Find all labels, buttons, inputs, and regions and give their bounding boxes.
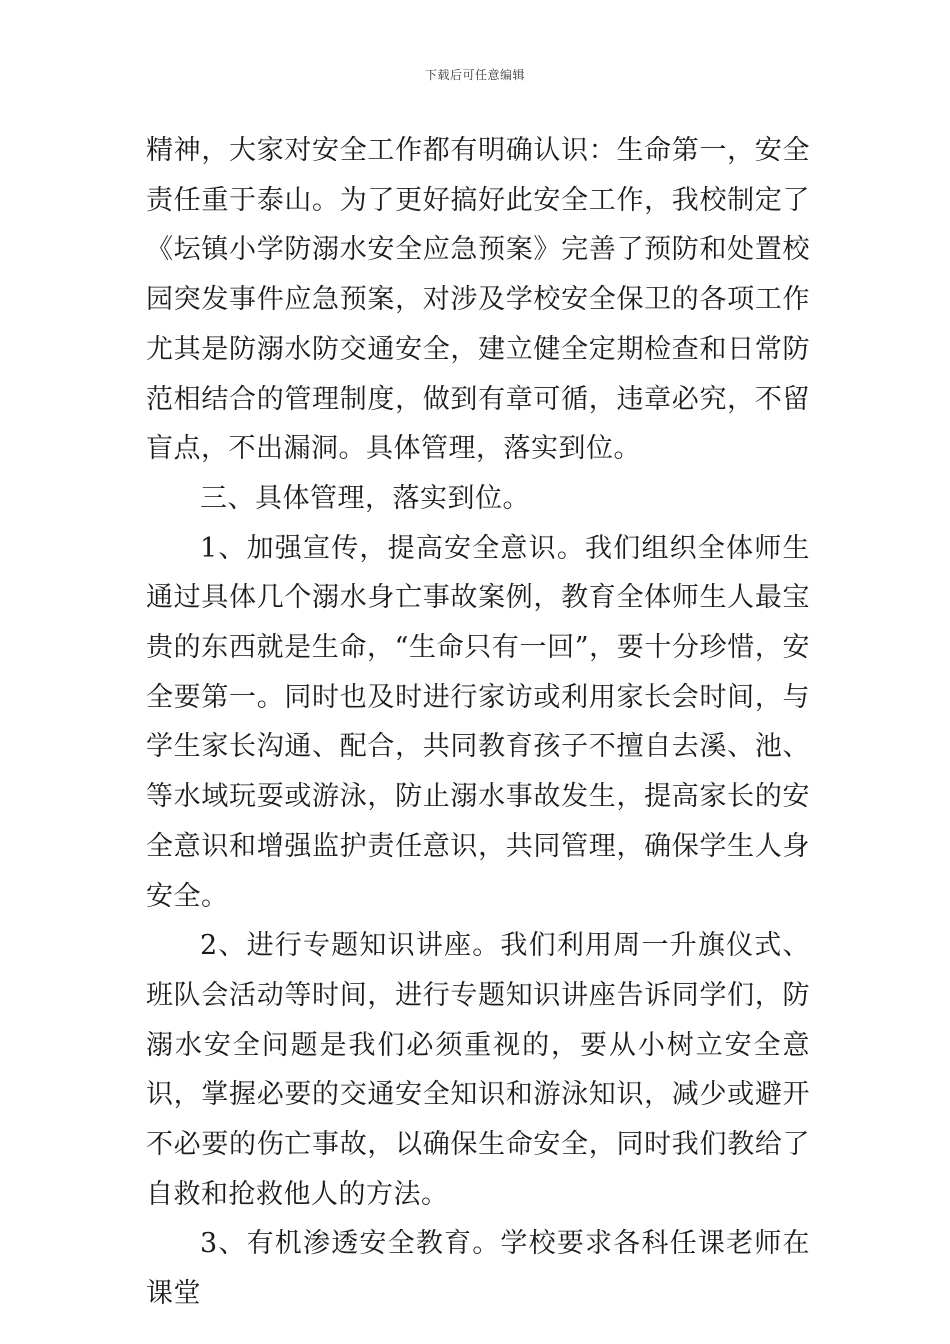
paragraph-item-3: 3、有机渗透安全教育。学校要求各科任课老师在课堂 [146,1228,810,1310]
page-header: 下载后可任意编辑 [424,68,525,82]
paragraph-item-2: 2、进行专题知识讲座。我们利用周一升旗仪式、班队会活动等时间，进行专题知识讲座告诉同学们，防溺水安全问题是我们必须重视的，要从小树立安全意识，掌握必要的交通安全知识和游泳知识，减少或避开不必要的伤亡事故，以确保生命安全，同时我们教给了自救和抢救他人的方法。 [146,930,810,1210]
document-body [146,126,810,1319]
paragraph-item-1: 1、加强宣传，提高安全意识。我们组织全体师生通过具体几个溺水身亡事故案例，教育全体师生人最宝贵的东西就是生命，“生命只有一回”，要十分珍惜，安全要第一。同时也及时进行家访或利用家长会时间，与学生家长沟通、配合，共同教育孩子不擅自去溪、池、等水域玩耍或游泳，防止溺水事故发生，提高家长的安全意识和增强监护责任意识，共同管理，确保学生人身安全。 [146,532,810,912]
paragraph-continued: 精神，大家对安全工作都有明确认识：生命第一，安全责任重于泰山。为了更好搞好此安全工作，我校制定了《坛镇小学防溺水安全应急预案》完善了预防和处置校园突发事件应急预案，对涉及学校安全保卫的各项工作尤其是防溺水防交通安全，建立健全定期检查和日常防范相结合的管理制度，做到有章可循，违章必究，不留盲点，不出漏洞。具体管理，落实到位。 [146,135,810,465]
section-heading: 三、具体管理，落实到位。 [200,482,530,514]
